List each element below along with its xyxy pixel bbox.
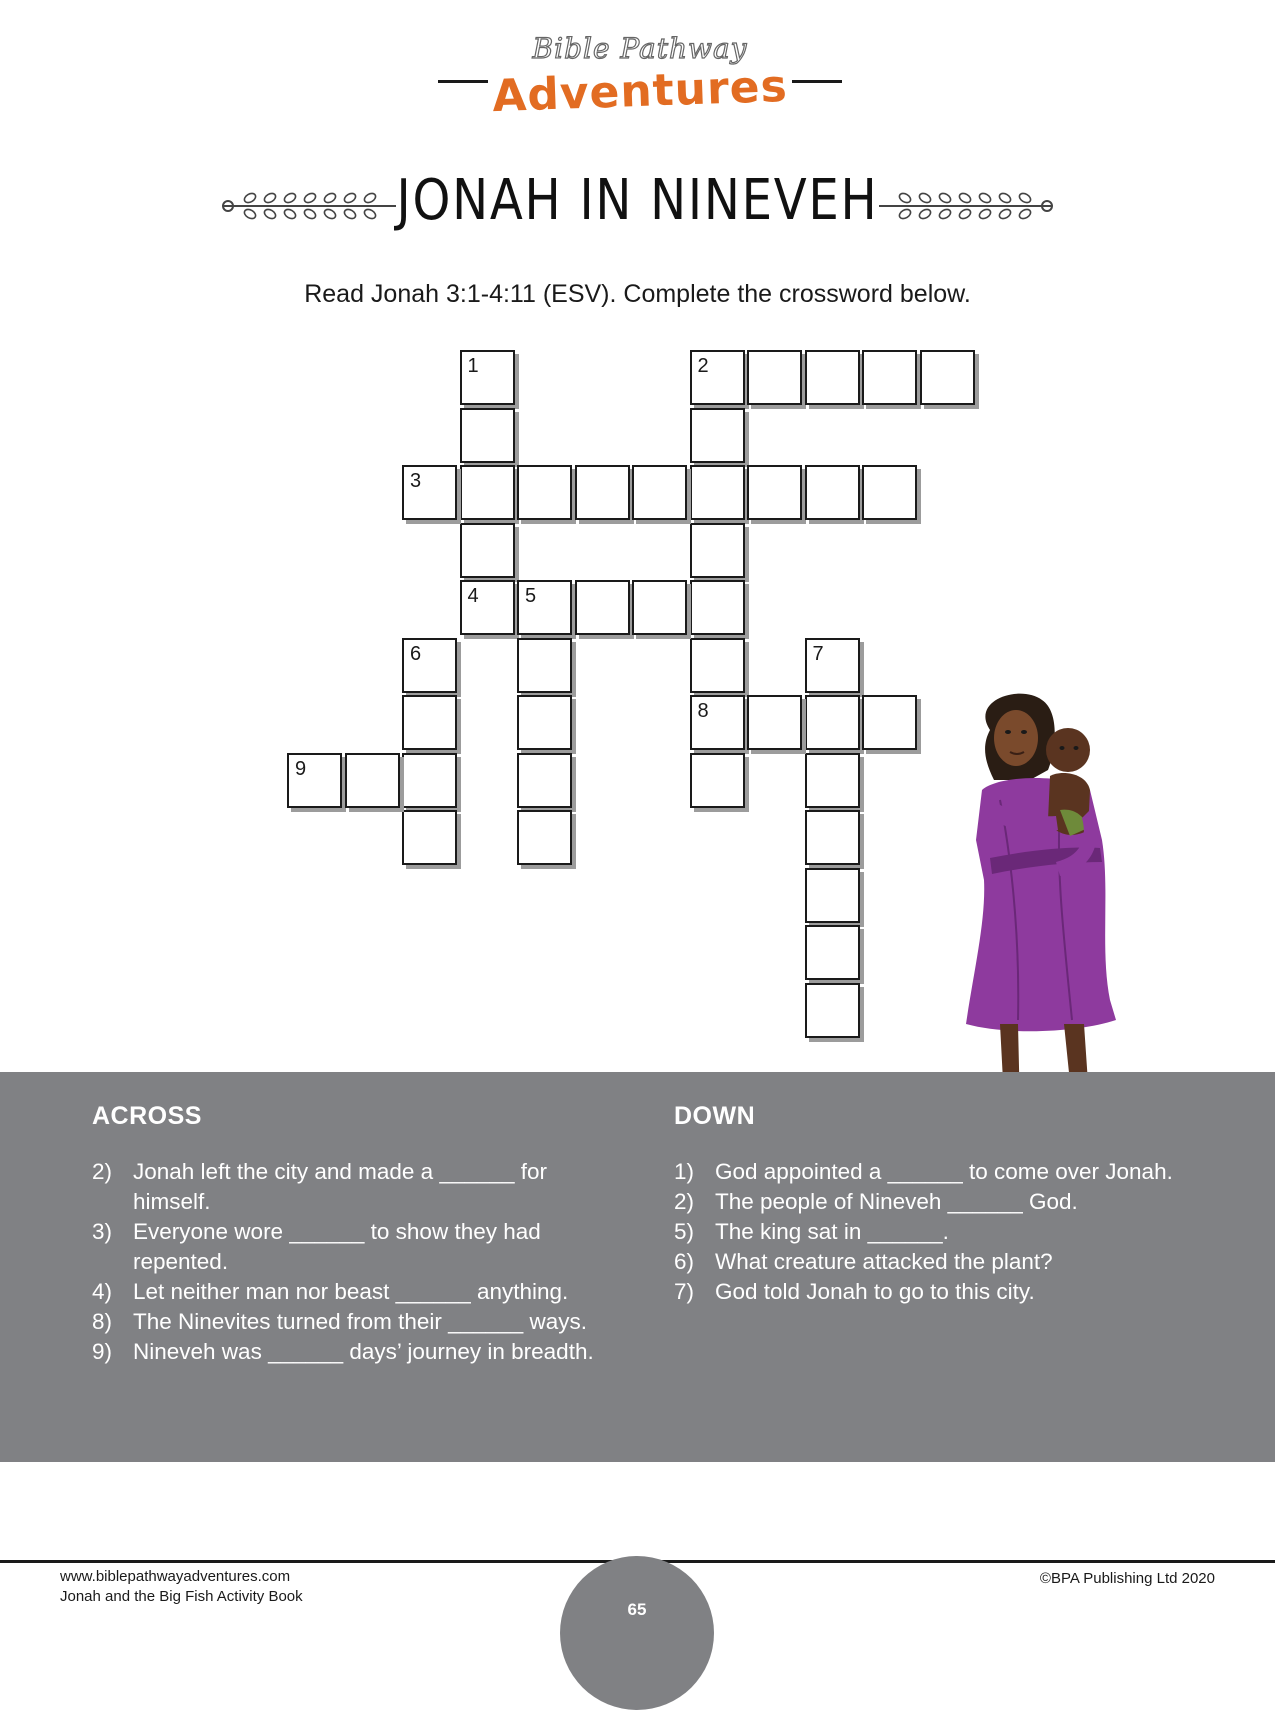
crossword-cell[interactable] [690, 638, 745, 693]
logo-line2: Adventures [491, 60, 789, 123]
clue-text: The king sat in ______. [715, 1219, 949, 1244]
clue-number-label: 6 [410, 642, 422, 665]
clue-text: The people of Nineveh ______ God. [715, 1189, 1078, 1214]
logo [430, 32, 850, 122]
vine-ornament-right-icon [875, 188, 1055, 224]
clue-text: Let neither man nor beast ______ anything. [133, 1279, 569, 1304]
crossword-cell[interactable] [690, 753, 745, 808]
clue-number: 6) [674, 1249, 695, 1274]
clue-number-label: 3 [410, 470, 422, 492]
clue-number: 1) [674, 1159, 695, 1184]
crossword-cell[interactable] [805, 695, 860, 750]
logo-divider-right [792, 80, 842, 83]
footer-book-title: Jonah and the Big Fish Activity Book [60, 1588, 303, 1605]
clue-number-label: 9 [295, 757, 307, 780]
page-title: JONAH IN NINEVEH [396, 168, 879, 233]
clue-number: 9) [92, 1339, 113, 1364]
across-clue [92, 1307, 612, 1337]
crossword-cell[interactable] [402, 465, 457, 520]
crossword-cell[interactable] [517, 810, 572, 865]
down-clue [674, 1157, 1234, 1187]
clue-number: 3) [92, 1219, 113, 1244]
crossword-cell[interactable] [690, 695, 745, 750]
crossword-cell[interactable] [517, 638, 572, 693]
across-heading: ACROSS [92, 1102, 202, 1130]
crossword-cell[interactable] [517, 465, 572, 520]
crossword-cell[interactable] [805, 638, 860, 693]
crossword-cell[interactable] [805, 925, 860, 980]
down-clue [674, 1217, 1234, 1247]
footer-website: www.biblepathwayadventures.com [60, 1568, 291, 1585]
instructions: Read Jonah 3:1-4:11 (ESV). Complete the crossword below. [304, 280, 971, 308]
clue-text: God told Jonah to go to this city. [715, 1279, 1035, 1304]
crossword-cell[interactable] [460, 408, 515, 463]
across-clue [92, 1337, 612, 1367]
crossword-cell[interactable] [747, 695, 802, 750]
clue-number-label: 7 [812, 642, 824, 665]
clue-number: 2) [92, 1159, 113, 1184]
crossword-cell[interactable] [920, 350, 975, 405]
crossword-cell[interactable] [805, 350, 860, 405]
clue-number-label: 4 [467, 585, 479, 607]
footer-copyright: ©BPA Publishing Ltd 2020 [1039, 1570, 1215, 1587]
clue-text: Nineveh was ______ days’ journey in breadth. [133, 1339, 594, 1364]
clue-text: What creature attacked the plant? [715, 1249, 1053, 1274]
down-clues [674, 1102, 1234, 1307]
crossword-cell[interactable] [862, 350, 917, 405]
page-number-badge [560, 1556, 714, 1710]
crossword-cell[interactable] [747, 465, 802, 520]
crossword-cell[interactable] [402, 638, 457, 693]
crossword-cell[interactable] [805, 753, 860, 808]
crossword-cell[interactable] [805, 465, 860, 520]
across-clue [92, 1157, 612, 1217]
across-clue [92, 1277, 612, 1307]
crossword-cell[interactable] [862, 695, 917, 750]
logo-line1: Bible Pathway [532, 32, 748, 65]
crossword-cell[interactable] [460, 580, 515, 635]
clue-number: 4) [92, 1279, 113, 1304]
clue-number-label: 1 [467, 355, 479, 377]
clue-number-label: 8 [697, 700, 709, 722]
down-clue [674, 1277, 1234, 1307]
clue-text: Everyone wore ______ to show they had repented. [133, 1219, 541, 1274]
crossword-cell[interactable] [805, 810, 860, 865]
crossword-cell[interactable] [690, 580, 745, 635]
crossword-cell[interactable] [345, 753, 400, 808]
crossword-cell[interactable] [805, 983, 860, 1038]
crossword-cell[interactable] [517, 753, 572, 808]
crossword-cell[interactable] [575, 465, 630, 520]
clue-number: 5) [674, 1219, 695, 1244]
clues-panel [0, 1072, 1275, 1462]
crossword-cell[interactable] [632, 465, 687, 520]
crossword-cell[interactable] [805, 868, 860, 923]
down-heading: DOWN [674, 1102, 756, 1130]
crossword-cell[interactable] [517, 695, 572, 750]
woman-with-baby-illustration [960, 690, 1140, 1130]
crossword-cell[interactable] [460, 350, 515, 405]
crossword-cell[interactable] [402, 753, 457, 808]
crossword-cell[interactable] [402, 695, 457, 750]
crossword-cell[interactable] [690, 408, 745, 463]
crossword-cell[interactable] [517, 580, 572, 635]
crossword-cell[interactable] [575, 580, 630, 635]
clue-number: 8) [92, 1309, 113, 1334]
crossword-cell[interactable] [460, 465, 515, 520]
crossword-cell[interactable] [747, 350, 802, 405]
crossword-cell[interactable] [287, 753, 342, 808]
crossword-cell[interactable] [862, 465, 917, 520]
across-clues [92, 1102, 612, 1367]
clue-text: God appointed a ______ to come over Jonah. [715, 1159, 1173, 1184]
clue-number-label: 2 [697, 355, 709, 377]
crossword-cell[interactable] [632, 580, 687, 635]
page-number: 65 [627, 1600, 647, 1619]
crossword-cell[interactable] [460, 523, 515, 578]
clue-text: The Ninevites turned from their ______ ways. [133, 1309, 587, 1334]
down-clue [674, 1187, 1234, 1217]
crossword-cell[interactable] [690, 350, 745, 405]
crossword-cell[interactable] [690, 465, 745, 520]
crossword-cell[interactable] [690, 523, 745, 578]
title-block [200, 168, 1075, 238]
crossword-cell[interactable] [402, 810, 457, 865]
clue-number-label: 5 [525, 585, 537, 607]
across-clue [92, 1217, 612, 1277]
clue-text: Jonah left the city and made a ______ for himself. [133, 1159, 548, 1214]
clue-number: 7) [674, 1279, 695, 1304]
down-clue [674, 1247, 1234, 1277]
clue-number: 2) [674, 1189, 695, 1214]
